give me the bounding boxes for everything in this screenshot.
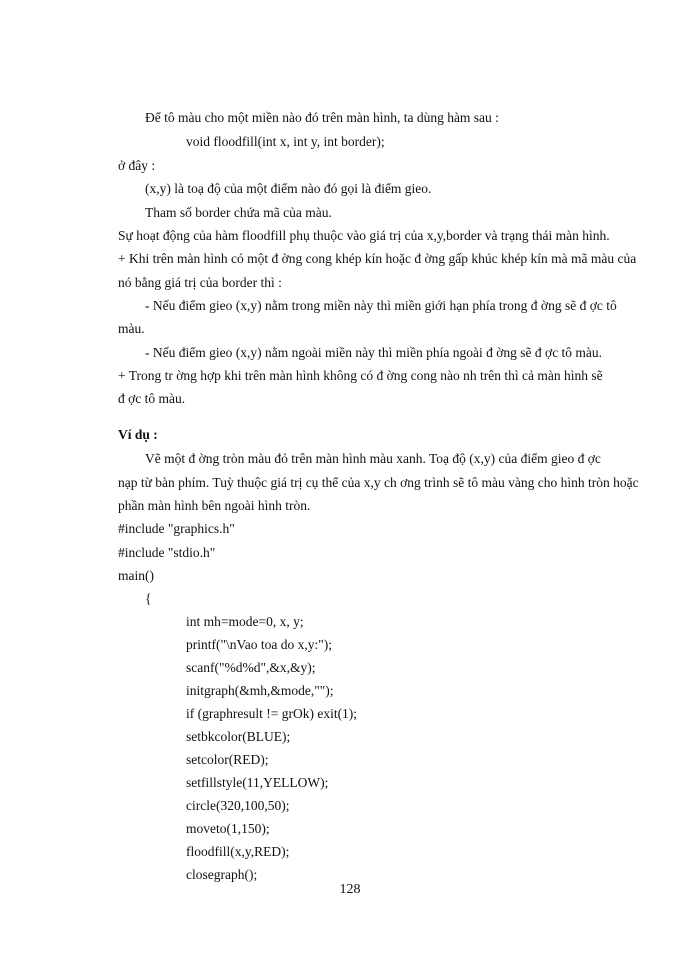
text-line: + Khi trên màn hình có một đ ờng cong khép kín hoặc đ ờng gấp khúc khép kín mà mã màu của xyxy=(118,251,637,266)
code-line: initgraph(&mh,&mode,""); xyxy=(186,683,334,698)
code-line: { xyxy=(145,591,152,606)
code-line: main() xyxy=(118,568,154,583)
text-line: (x,y) là toạ độ của một điểm nào đó gọi là điểm gieo. xyxy=(145,181,432,196)
text-line: phần màn hình bên ngoài hình tròn. xyxy=(118,498,311,513)
text-line: - Nếu điểm gieo (x,y) nằm ngoài miền này thì miền phía ngoài đ ờng sẽ đ ợc tô màu. xyxy=(145,345,603,360)
text-line: Sự hoạt động của hàm floodfill phụ thuộc vào giá trị của x,y,border và trạng thái màn hình. xyxy=(118,228,610,243)
text-line: Tham số border chứa mã của màu. xyxy=(145,205,332,220)
section-heading: Ví dụ : xyxy=(118,427,158,442)
code-line: moveto(1,150); xyxy=(186,821,270,836)
code-line: setbkcolor(BLUE); xyxy=(186,729,291,744)
code-line: floodfill(x,y,RED); xyxy=(186,844,290,859)
code-line: scanf("%d%d",&x,&y); xyxy=(186,660,316,675)
code-line: circle(320,100,50); xyxy=(186,798,290,813)
text-line: màu. xyxy=(118,321,145,336)
code-line: int mh=mode=0, x, y; xyxy=(186,614,304,629)
text-line: nạp từ bàn phím. Tuỳ thuộc giá trị cụ thể của x,y ch ơng trình sẽ tô màu vàng cho hình tròn hoặc xyxy=(118,475,639,490)
text-line: + Trong tr ờng hợp khi trên màn hình không có đ ờng cong nào nh trên thì cả màn hình sẽ xyxy=(118,368,603,383)
text-line: - Nếu điểm gieo (x,y) nằm trong miền này thì miền giới hạn phía trong đ ờng sẽ đ ợc tô xyxy=(145,298,617,313)
code-line: printf("\nVao toa do x,y:"); xyxy=(186,637,332,652)
code-line: if (graphresult != grOk) exit(1); xyxy=(186,706,358,721)
text-line: Để tô màu cho một miền nào đó trên màn hình, ta dùng hàm sau : xyxy=(145,110,499,125)
code-line: setfillstyle(11,YELLOW); xyxy=(186,775,329,790)
text-line: nó bằng giá trị của border thì : xyxy=(118,275,282,290)
code-line: #include "graphics.h" xyxy=(118,521,235,536)
text-line: ở đây : xyxy=(118,158,156,173)
text-line: Vẽ một đ ờng tròn màu đỏ trên màn hình màu xanh. Toạ độ (x,y) của điểm gieo đ ợc xyxy=(145,451,601,466)
page-number: 128 xyxy=(339,882,361,897)
code-line: #include "stdio.h" xyxy=(118,545,216,560)
code-line: closegraph(); xyxy=(186,867,258,882)
text-line: đ ợc tô màu. xyxy=(118,391,186,406)
code-signature: void floodfill(int x, int y, int border); xyxy=(186,134,385,149)
code-line: setcolor(RED); xyxy=(186,752,269,767)
